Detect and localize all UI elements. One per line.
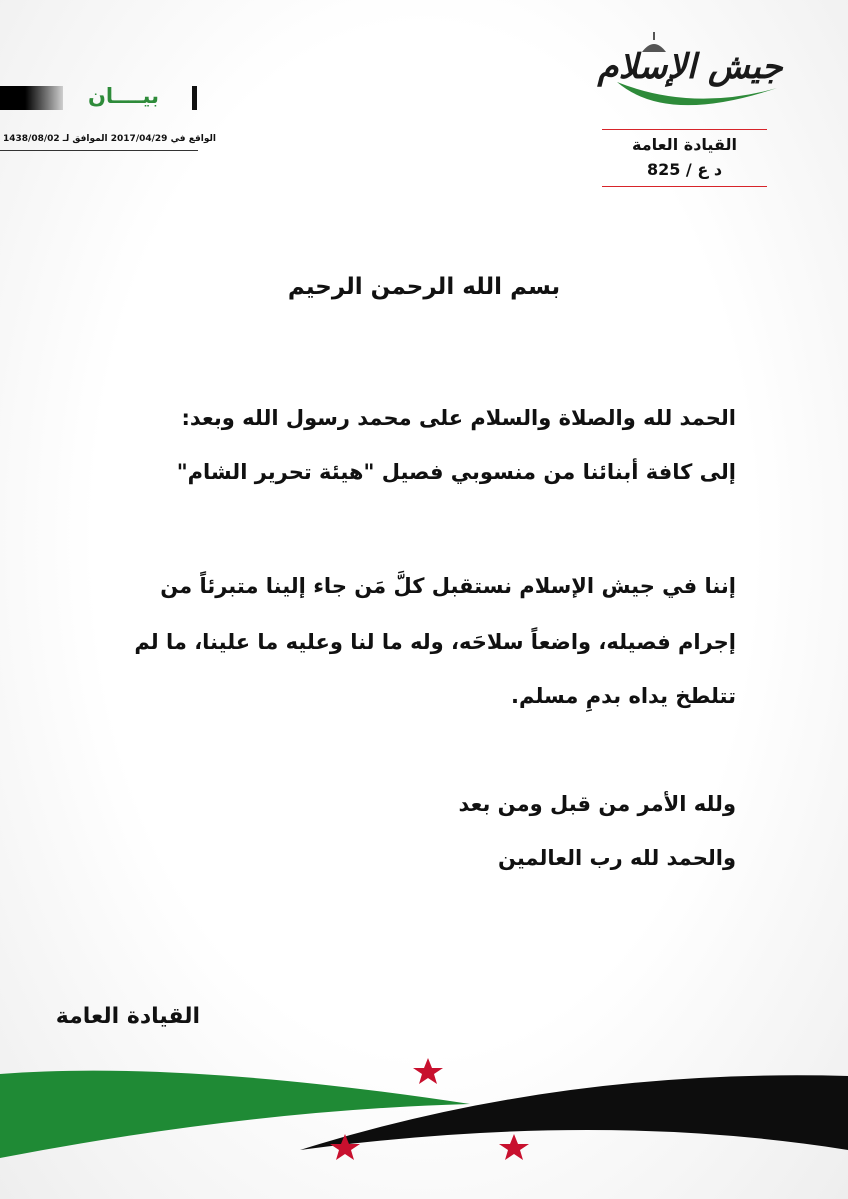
- flag-swoosh-art: [0, 1040, 848, 1199]
- ref-rule-top: [602, 129, 767, 130]
- green-band: [0, 1071, 470, 1158]
- paragraph-line: إجرام فصيله، واضعاً سلاحَه، وله ما لنا وعليه ما علينا، ما لم: [134, 630, 736, 654]
- signature: القيادة العامة: [55, 1004, 200, 1029]
- opening-line: الحمد لله والصلاة والسلام على محمد رسول الله وبعد:: [181, 406, 736, 430]
- closing-line: ولله الأمر من قبل ومن بعد: [458, 792, 736, 816]
- basmala: بسم الله الرحمن الرحيم: [287, 274, 561, 300]
- issuer-label: القيادة العامة: [632, 135, 737, 154]
- star-icon: [499, 1134, 529, 1160]
- date-line: الواقع في 2017/04/29 الموافق لـ 1438/08/02: [3, 134, 216, 144]
- closing-line: والحمد لله رب العالمين: [497, 846, 736, 870]
- date-divider: [0, 150, 198, 151]
- statement-title: بيــــان: [88, 84, 159, 108]
- paragraph-line: إننا في جيش الإسلام نستقبل كلَّ مَن جاء إلينا متبرئاً من: [160, 574, 736, 598]
- ref-rule-bottom: [602, 186, 767, 187]
- title-divider: [192, 86, 197, 110]
- logo-wordmark: جيش الإسلام: [597, 47, 783, 87]
- header-bar: [0, 86, 63, 110]
- paragraph-line: تتلطخ يداه بدمِ مسلم.: [511, 684, 736, 708]
- star-icon: [413, 1058, 443, 1084]
- addressee-line: إلى كافة أبنائنا من منسوبي فصيل "هيئة تحرير الشام": [176, 460, 736, 484]
- jaysh-al-islam-logo: [572, 30, 802, 122]
- reference-number: د ع / 825: [646, 160, 723, 179]
